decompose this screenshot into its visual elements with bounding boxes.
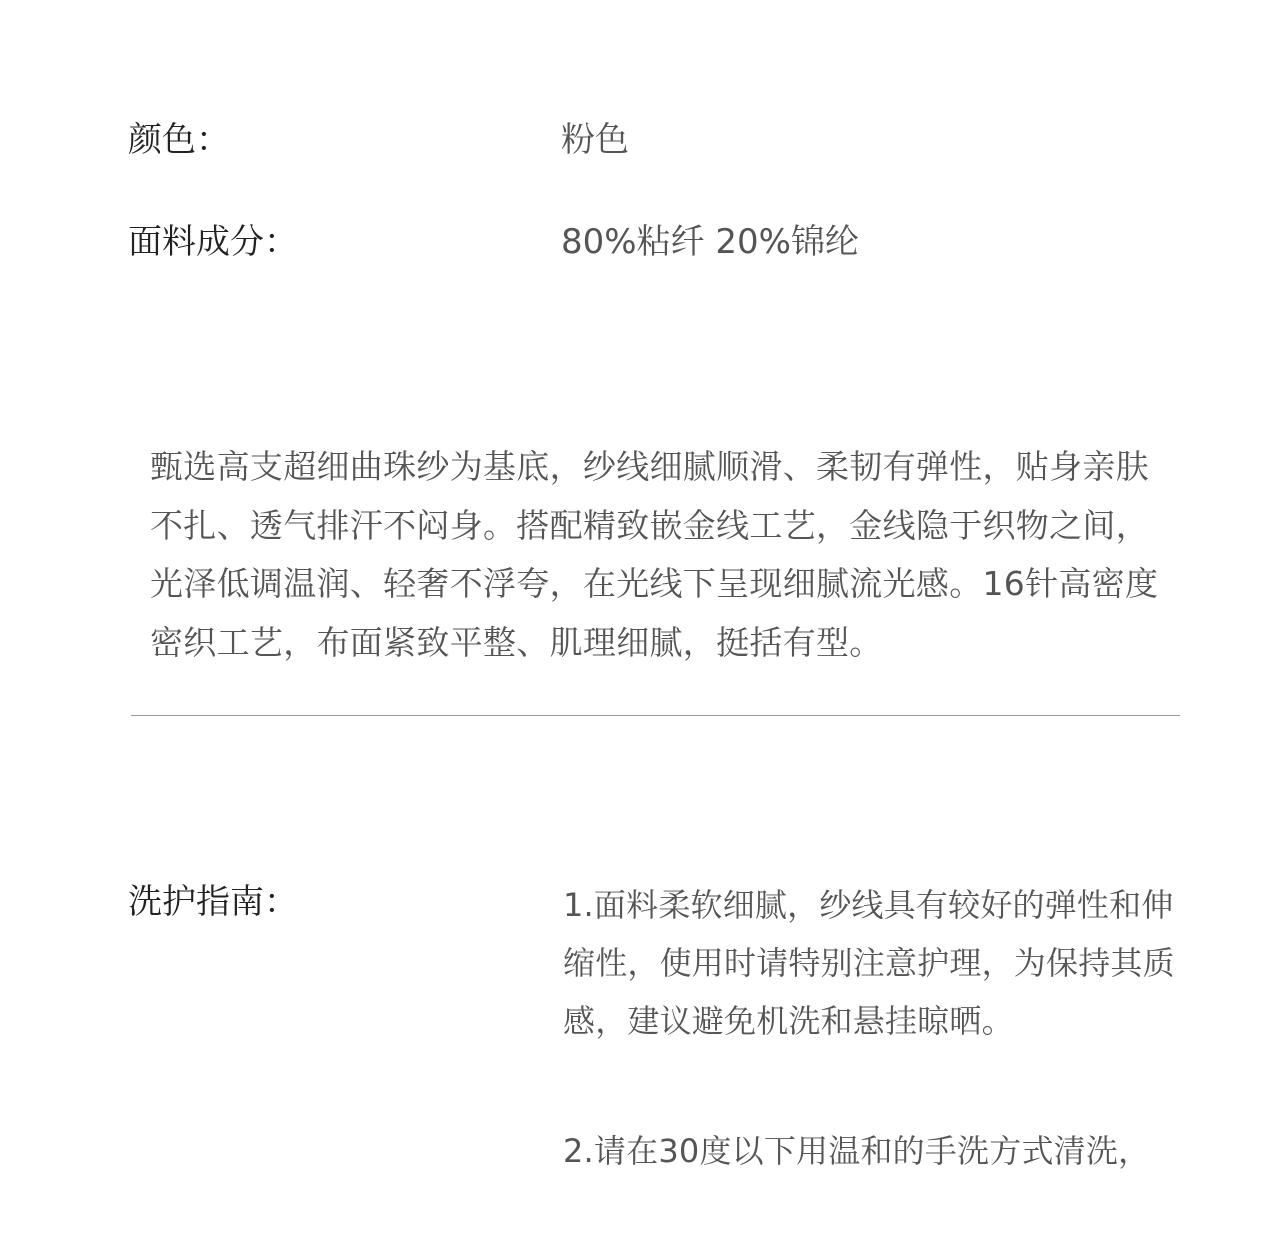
care-guide-list — [563, 876, 1203, 1252]
color-value: 粉色 — [561, 120, 629, 160]
fabric-description: 甄选高支超细曲珠纱为基底，纱线细腻顺滑、柔韧有弹性，贴身亲肤不扎、透气排汗不闷身。搭配精致嵌金线工艺，金线隐于织物之间，光泽低调温润、轻奢不浮夸，在光线下呈现细腻流光感。16针高密度密织工艺，布面紧致平整、肌理细腻，挺括有型。 — [150, 447, 1159, 662]
section-divider — [131, 715, 1180, 716]
care-item-2: 2.请在30度以下用温和的手洗方式清洗， — [563, 1132, 1151, 1170]
fabric-value: 80%粘纤 20%锦纶 — [561, 222, 859, 262]
care-item-1: 1.面料柔软细腻，纱线具有较好的弹性和伸缩性，使用时请特别注意护理，为保持其质感，建议避免机洗和悬挂晾晒。 — [563, 886, 1175, 1040]
care-guide-label: 洗护指南： — [128, 882, 298, 922]
color-label: 颜色： — [128, 120, 230, 160]
fabric-label: 面料成分： — [128, 222, 298, 262]
